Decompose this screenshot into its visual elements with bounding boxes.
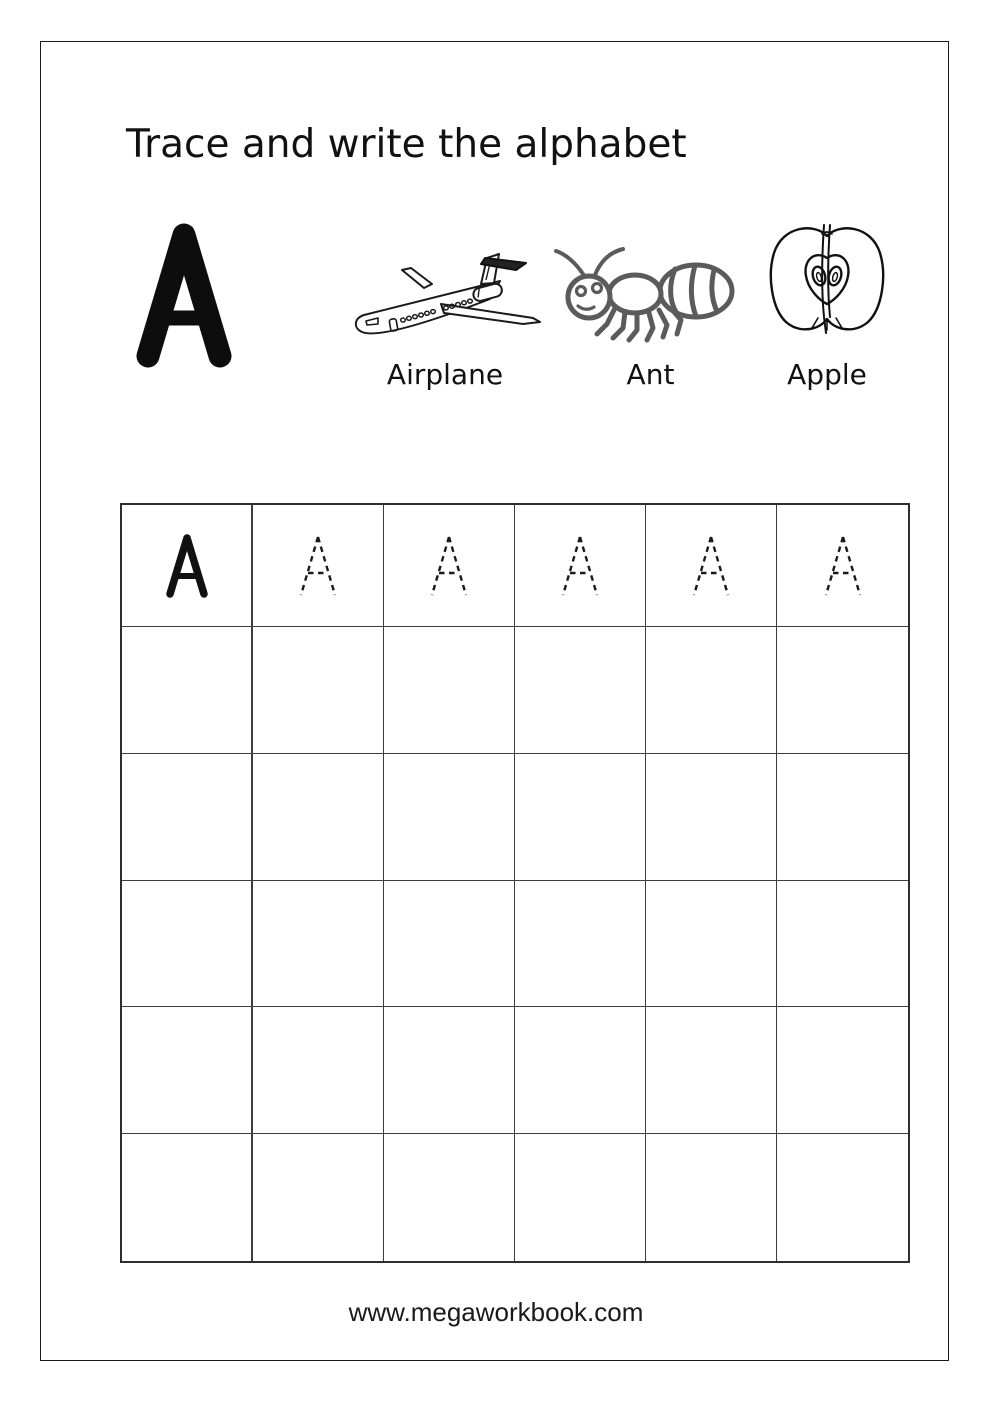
grid-cell-empty[interactable]	[777, 754, 908, 881]
grid-cell-empty[interactable]	[253, 1007, 384, 1134]
grid-cell-empty[interactable]	[777, 881, 908, 1008]
grid-cell-empty[interactable]	[646, 1007, 777, 1134]
grid-cell-empty[interactable]	[384, 627, 515, 754]
display-letter-a	[133, 222, 235, 370]
grid-cell-empty[interactable]	[515, 1007, 646, 1134]
grid-cell-trace-letter[interactable]	[777, 505, 908, 627]
grid-cell-trace-letter[interactable]	[515, 505, 646, 627]
grid-cell-empty[interactable]	[515, 754, 646, 881]
solid-letter-a	[163, 533, 211, 599]
grid-cell-empty[interactable]	[384, 881, 515, 1008]
grid-cell-example-letter[interactable]	[122, 505, 253, 627]
grid-cell-empty[interactable]	[253, 1134, 384, 1261]
page-title: Trace and write the alphabet	[126, 122, 687, 167]
grid-cell-empty[interactable]	[515, 1134, 646, 1261]
grid-cell-empty[interactable]	[646, 627, 777, 754]
grid-cell-trace-letter[interactable]	[646, 505, 777, 627]
grid-cell-empty[interactable]	[122, 627, 253, 754]
grid-cell-empty[interactable]	[253, 881, 384, 1008]
example-label-airplane: Airplane	[386, 358, 504, 391]
grid-cell-empty[interactable]	[122, 754, 253, 881]
grid-cell-empty[interactable]	[777, 1007, 908, 1134]
grid-cell-empty[interactable]	[515, 627, 646, 754]
grid-cell-trace-letter[interactable]	[253, 505, 384, 627]
ant-icon	[553, 240, 743, 350]
grid-cell-empty[interactable]	[384, 754, 515, 881]
grid-cell-empty[interactable]	[122, 881, 253, 1008]
grid-cell-empty[interactable]	[646, 754, 777, 881]
dashed-trace-letter-a	[295, 534, 341, 598]
apple-icon	[765, 222, 889, 338]
grid-cell-empty[interactable]	[515, 881, 646, 1008]
grid-cell-empty[interactable]	[777, 627, 908, 754]
dashed-trace-letter-a	[426, 534, 472, 598]
grid-cell-empty[interactable]	[122, 1134, 253, 1261]
footer-website-text: www.megaworkbook.com	[348, 1297, 644, 1327]
dashed-trace-letter-a	[820, 534, 866, 598]
grid-cell-empty[interactable]	[384, 1134, 515, 1261]
example-label-apple: Apple	[787, 358, 867, 391]
grid-cell-empty[interactable]	[384, 1007, 515, 1134]
dashed-trace-letter-a	[557, 534, 603, 598]
dashed-trace-letter-a	[688, 534, 734, 598]
grid-cell-empty[interactable]	[253, 754, 384, 881]
example-label-ant: Ant	[626, 358, 675, 391]
display-letter-a-glyph	[133, 222, 235, 370]
grid-cell-empty[interactable]	[646, 881, 777, 1008]
grid-cell-trace-letter[interactable]	[384, 505, 515, 627]
airplane-icon	[340, 225, 550, 350]
tracing-grid	[120, 503, 910, 1263]
grid-cell-empty[interactable]	[122, 1007, 253, 1134]
grid-cell-empty[interactable]	[253, 627, 384, 754]
grid-cell-empty[interactable]	[646, 1134, 777, 1261]
grid-cell-empty[interactable]	[777, 1134, 908, 1261]
